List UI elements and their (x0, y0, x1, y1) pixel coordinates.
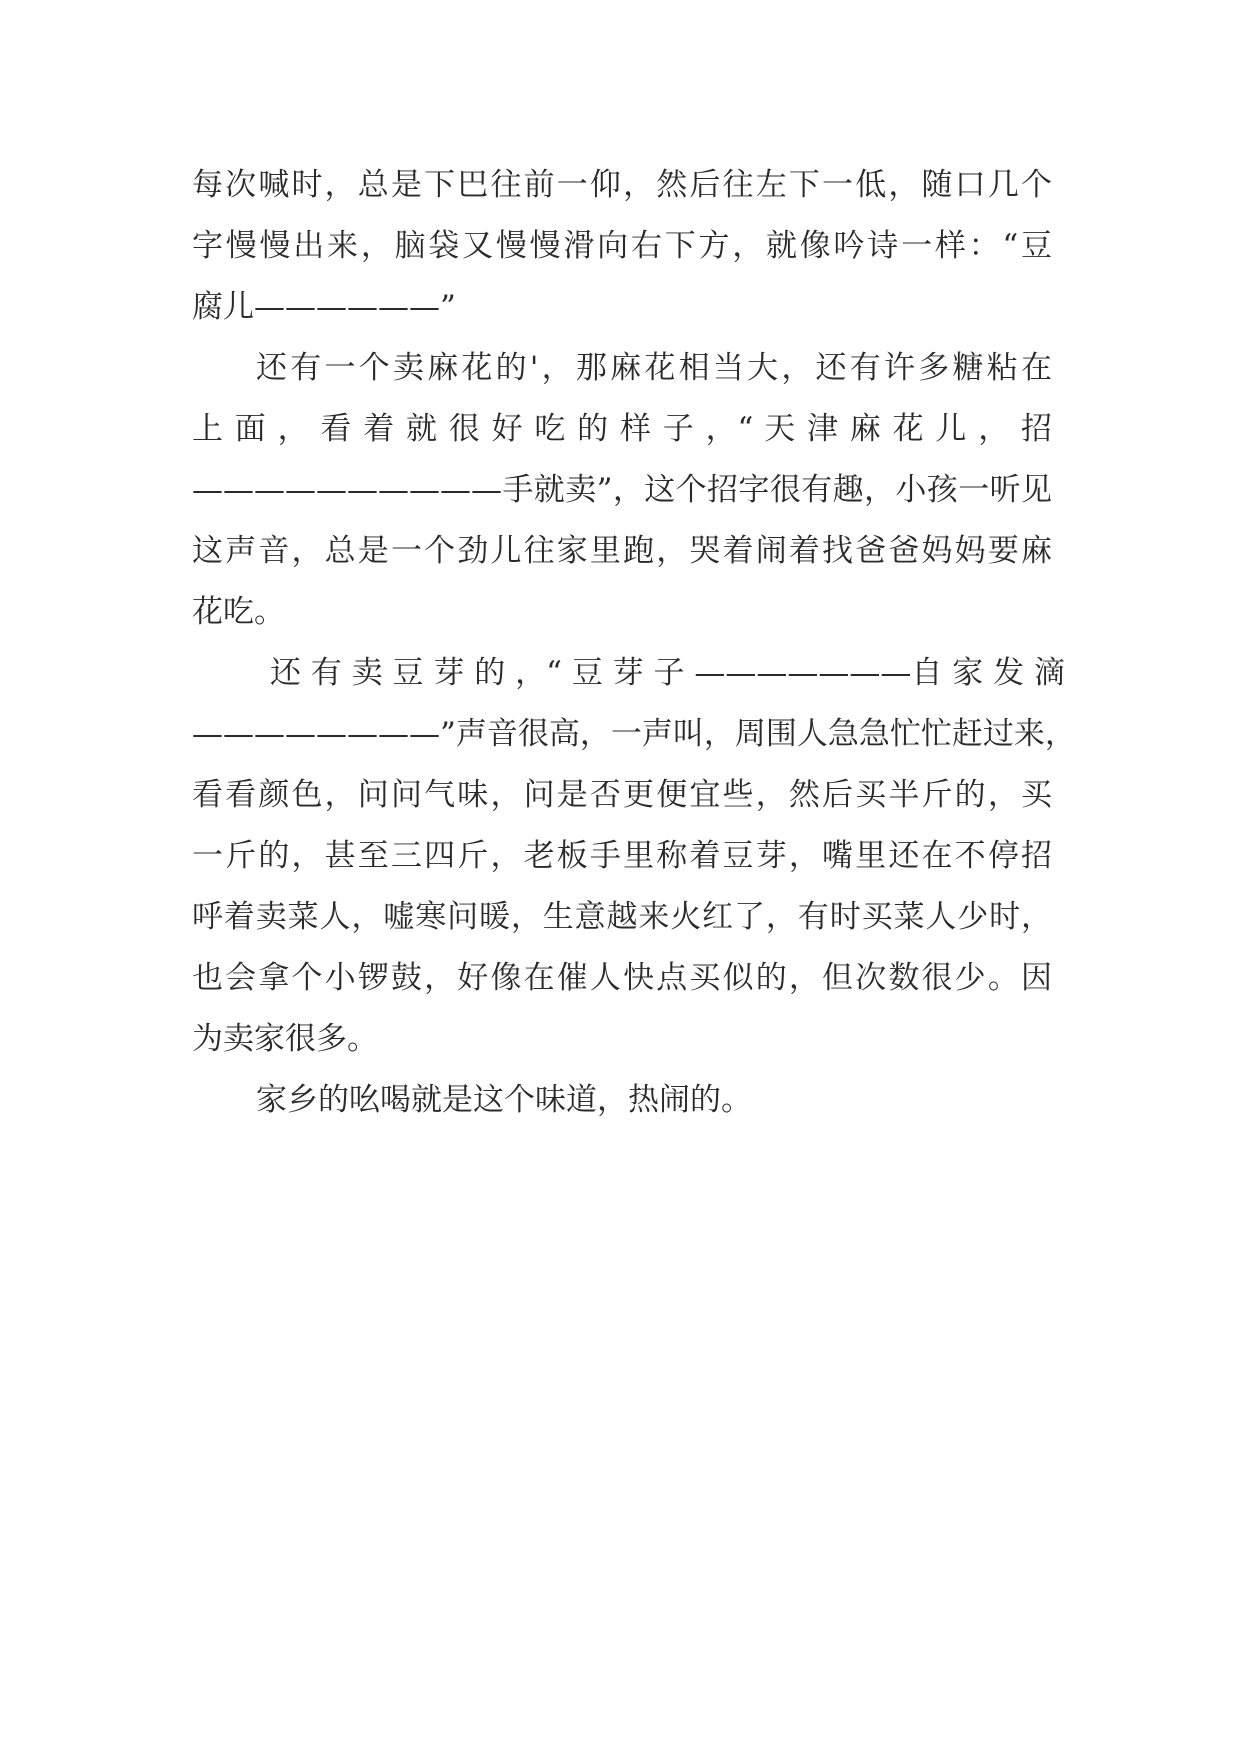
text-line: ————————”声音很高，一声叫，周围人急急忙忙赶过来， (192, 716, 1076, 752)
text-line: 上 面 ， 看 着 就 很 好 吃 的 样 子 ，“ 天 津 麻 花 儿 ， 招 (192, 411, 1052, 447)
text-line: 花吃。 (192, 594, 285, 630)
text-line: 也会拿个小锣鼓，好像在催人快点买似的，但次数很少。因 (192, 960, 1052, 996)
text-line: 这声音，总是一个劲儿往家里跑，哭着闹着找爸爸妈妈要麻 (192, 533, 1052, 569)
text-line: 看看颜色，问问气味，问是否更便宜些，然后买半斤的，买 (192, 777, 1052, 813)
text-line: 还有一个卖麻花的'，那麻花相当大，还有许多糖粘在 (256, 350, 1052, 386)
text-line: 腐儿——————” (192, 289, 456, 325)
text-line: 字慢慢出来，脑袋又慢慢滑向右下方，就像吟诗一样：“豆 (192, 228, 1052, 264)
text-line: 家乡的吆喝就是这个味道，热闹的。 (256, 1082, 752, 1118)
text-line: 还 有 卖 豆 芽 的 ，“ 豆 芽 子 ———————自 家 发 滴 (270, 655, 1065, 691)
text-line: 呼着卖菜人，嘘寒问暖，生意越来火红了，有时买菜人少时， (192, 899, 1052, 935)
text-line: ——————————手就卖”，这个招字很有趣，小孩一听见 (192, 472, 1052, 508)
text-line: 一斤的，甚至三四斤，老板手里称着豆芽，嘴里还在不停招 (192, 838, 1052, 874)
text-line: 每次喊时，总是下巴往前一仰，然后往左下一低，随口几个 (192, 167, 1052, 203)
text-line: 为卖家很多。 (192, 1021, 378, 1057)
